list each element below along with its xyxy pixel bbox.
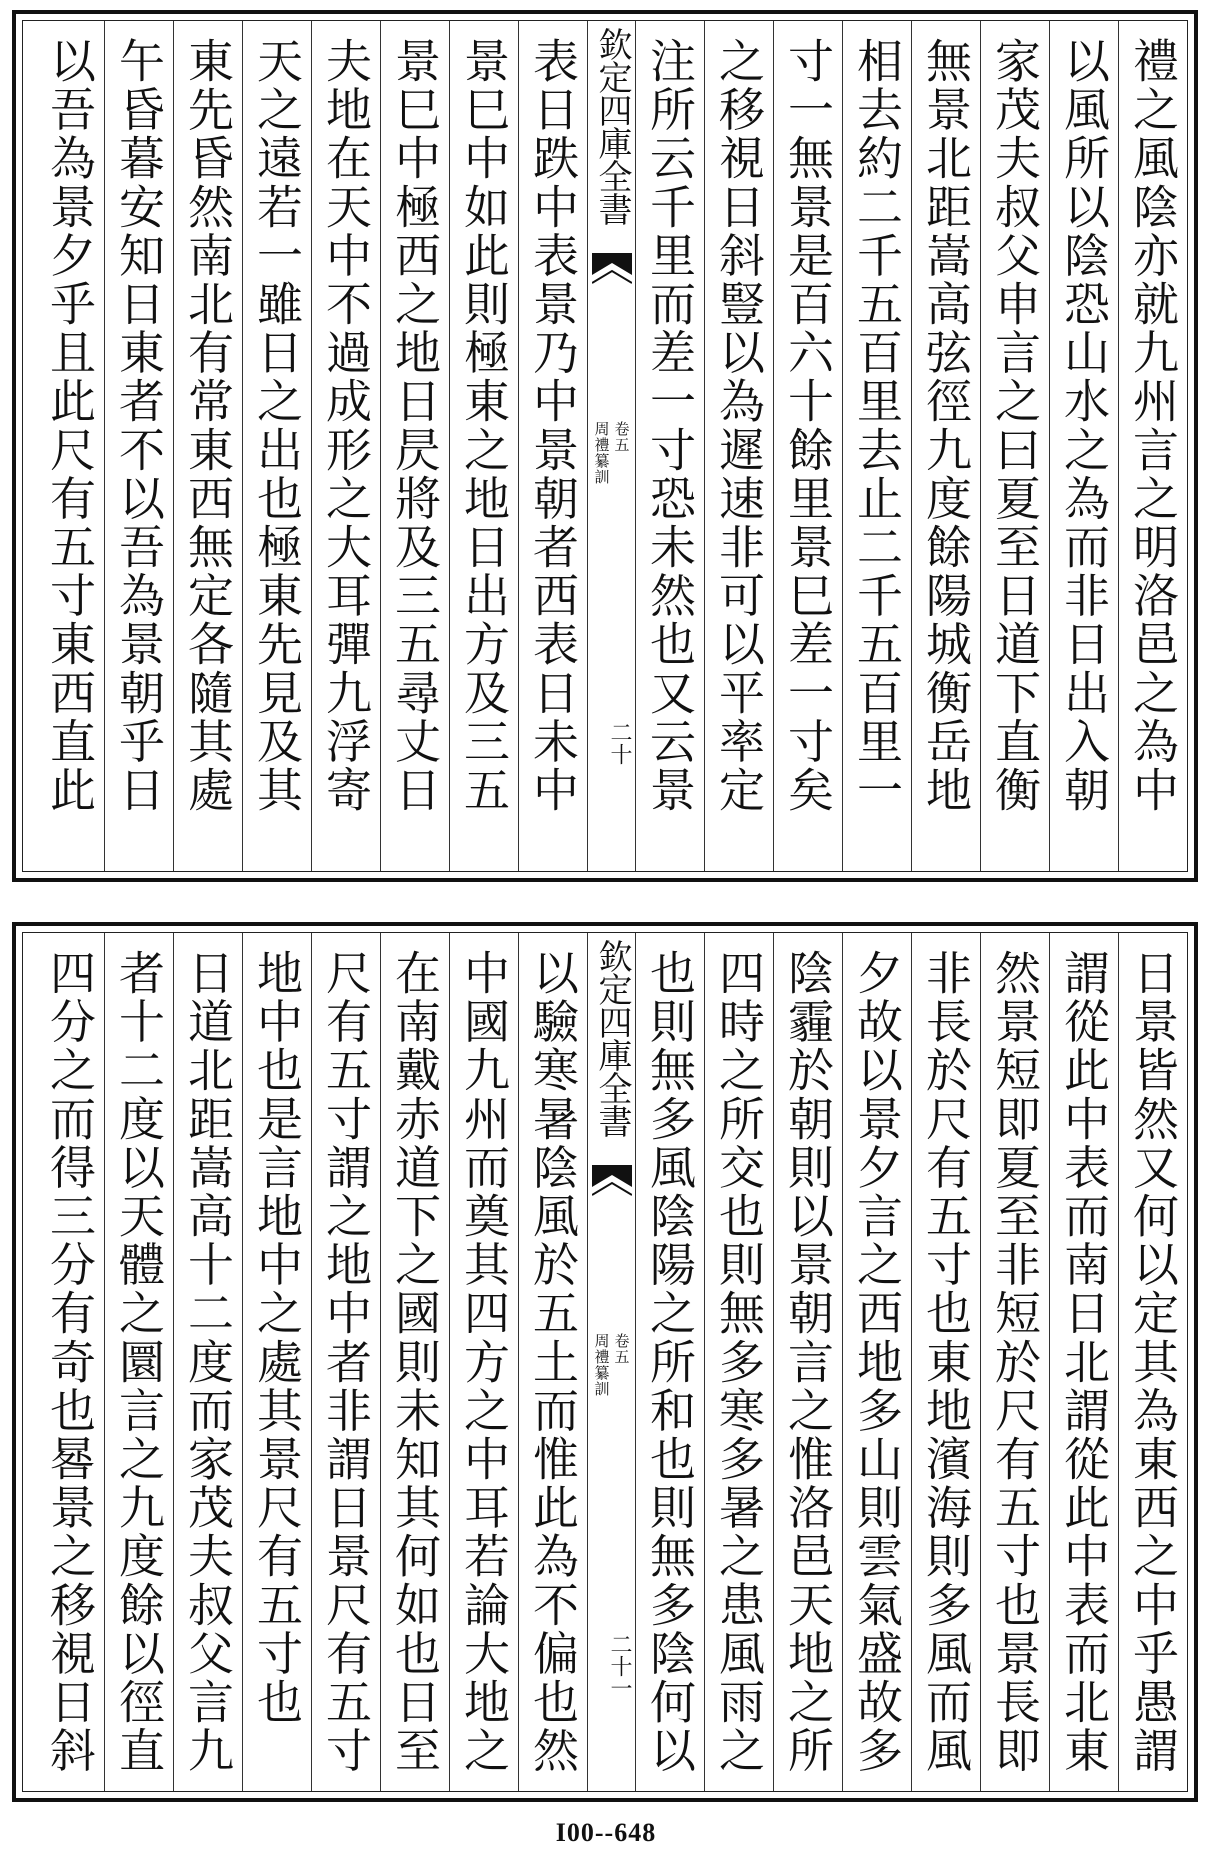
text-column xyxy=(104,21,173,871)
text-column xyxy=(842,21,911,871)
column-text: 四時之所交也則無多寒多暑之患風雨之 xyxy=(712,949,766,1776)
gutter-title: 欽定四庫全書 xyxy=(592,27,632,225)
gutter-subtitle xyxy=(588,421,635,551)
column-text: 以吾為景夕乎且此尺有五寸東西直此 xyxy=(43,37,97,815)
top-page-columns xyxy=(23,21,1187,871)
text-column xyxy=(173,21,242,871)
gutter-book-title: 周禮纂訓 xyxy=(592,421,611,485)
column-text: 非長於尺有五寸也東地濱海則多風而風 xyxy=(919,949,973,1776)
text-column xyxy=(842,933,911,1791)
fish-tail-mark-icon xyxy=(592,1165,632,1201)
column-text: 注所云千里而差一寸恐未然也又云景 xyxy=(643,37,697,815)
column-text: 寸一無景是百六十餘里景巳差一寸矣 xyxy=(781,37,835,815)
text-column xyxy=(704,933,773,1791)
text-column xyxy=(1118,933,1187,1791)
column-text: 陰霾於朝則以景朝言之惟洛邑天地之所 xyxy=(781,949,835,1776)
text-column xyxy=(773,21,842,871)
text-column xyxy=(1049,21,1118,871)
text-column xyxy=(635,21,704,871)
text-column xyxy=(311,21,380,871)
column-text: 地中也是言地中之處其景尺有五寸也 xyxy=(250,949,304,1727)
column-text: 尺有五寸謂之地中者非謂日景尺有五寸 xyxy=(319,949,373,1776)
column-text: 以風所以陰恐山水之為而非日出入朝 xyxy=(1057,37,1111,815)
column-text: 日景皆然又何以定其為東西之中乎愚謂 xyxy=(1126,949,1180,1776)
text-column xyxy=(1118,21,1187,871)
page-footer-number: I00--648 xyxy=(555,1818,657,1847)
text-column xyxy=(449,21,518,871)
text-column xyxy=(449,933,518,1791)
column-text: 天之遠若一雖日之出也極東先見及其 xyxy=(250,37,304,815)
text-column xyxy=(242,21,311,871)
column-text: 夫地在天中不過成形之大耳彈九浮寄 xyxy=(319,37,373,815)
text-column xyxy=(311,933,380,1791)
bottom-page-frame xyxy=(22,932,1188,1792)
column-text: 夕故以景夕言之西地多山則雲氣盛故多 xyxy=(850,949,904,1776)
text-column xyxy=(380,933,449,1791)
column-text: 午昏暮安知日東者不以吾為景朝乎日 xyxy=(112,37,166,815)
gutter-volume: 卷五 xyxy=(612,1333,631,1365)
text-column xyxy=(518,933,587,1791)
top-page xyxy=(12,10,1198,882)
gutter-subtitle xyxy=(588,1333,635,1463)
gutter-page-number: 二十一 xyxy=(607,1633,632,1699)
text-column xyxy=(173,933,242,1791)
text-column xyxy=(1049,933,1118,1791)
bottom-page xyxy=(12,922,1198,1802)
column-text: 者十二度以天體之圜言之九度餘以徑直 xyxy=(112,949,166,1776)
column-text: 無景北距嵩高弦徑九度餘陽城衡岳地 xyxy=(919,37,973,815)
text-column xyxy=(980,21,1049,871)
text-column xyxy=(35,21,104,871)
text-column xyxy=(242,933,311,1791)
column-text: 相去約二千五百里去止二千五百里一 xyxy=(850,37,904,815)
column-text: 以驗寒暑陰風於五土而惟此為不偏也然 xyxy=(526,949,580,1776)
gutter-page-number: 二十 xyxy=(607,721,632,765)
top-page-frame xyxy=(22,20,1188,872)
gutter-title: 欽定四庫全書 xyxy=(592,939,632,1137)
column-text: 日道北距嵩高十二度而家茂夫叔父言九 xyxy=(181,949,235,1776)
column-text: 四分之而得三分有奇也晷景之移視日斜 xyxy=(43,949,97,1776)
text-column xyxy=(518,21,587,871)
text-column xyxy=(104,933,173,1791)
center-gutter xyxy=(587,21,635,871)
center-gutter xyxy=(587,933,635,1791)
bottom-page-columns xyxy=(23,933,1187,1791)
column-text: 中國九州而奠其四方之中耳若論大地之 xyxy=(457,949,511,1776)
gutter-book-title: 周禮纂訓 xyxy=(592,1333,611,1397)
column-text: 表日跌中表景乃中景朝者西表日未中 xyxy=(526,37,580,815)
text-column xyxy=(980,933,1049,1791)
text-column xyxy=(704,21,773,871)
text-column xyxy=(635,933,704,1791)
gutter-volume: 卷五 xyxy=(612,421,631,453)
text-column xyxy=(773,933,842,1791)
column-text: 在南戴赤道下之國則未知其何如也日至 xyxy=(388,949,442,1776)
column-text: 禮之風陰亦就九州言之明洛邑之為中 xyxy=(1126,37,1180,815)
column-text: 景巳中如此則極東之地日出方及三五 xyxy=(457,37,511,815)
column-text: 然景短即夏至非短於尺有五寸也景長即 xyxy=(988,949,1042,1776)
column-text: 東先昏然南北有常東西無定各隨其處 xyxy=(181,37,235,815)
column-text: 之移視日斜豎以為遲速非可以平率定 xyxy=(712,37,766,815)
column-text: 家茂夫叔父申言之曰夏至日道下直衡 xyxy=(988,37,1042,815)
column-text: 謂從此中表而南日北謂從此中表而北東 xyxy=(1057,949,1111,1776)
column-text: 景巳中極西之地日昃將及三五尋丈日 xyxy=(388,37,442,815)
text-column xyxy=(911,933,980,1791)
text-column xyxy=(35,933,104,1791)
text-column xyxy=(380,21,449,871)
text-column xyxy=(911,21,980,871)
column-text: 也則無多風陰陽之所和也則無多陰何以 xyxy=(643,949,697,1776)
fish-tail-mark-icon xyxy=(592,253,632,289)
